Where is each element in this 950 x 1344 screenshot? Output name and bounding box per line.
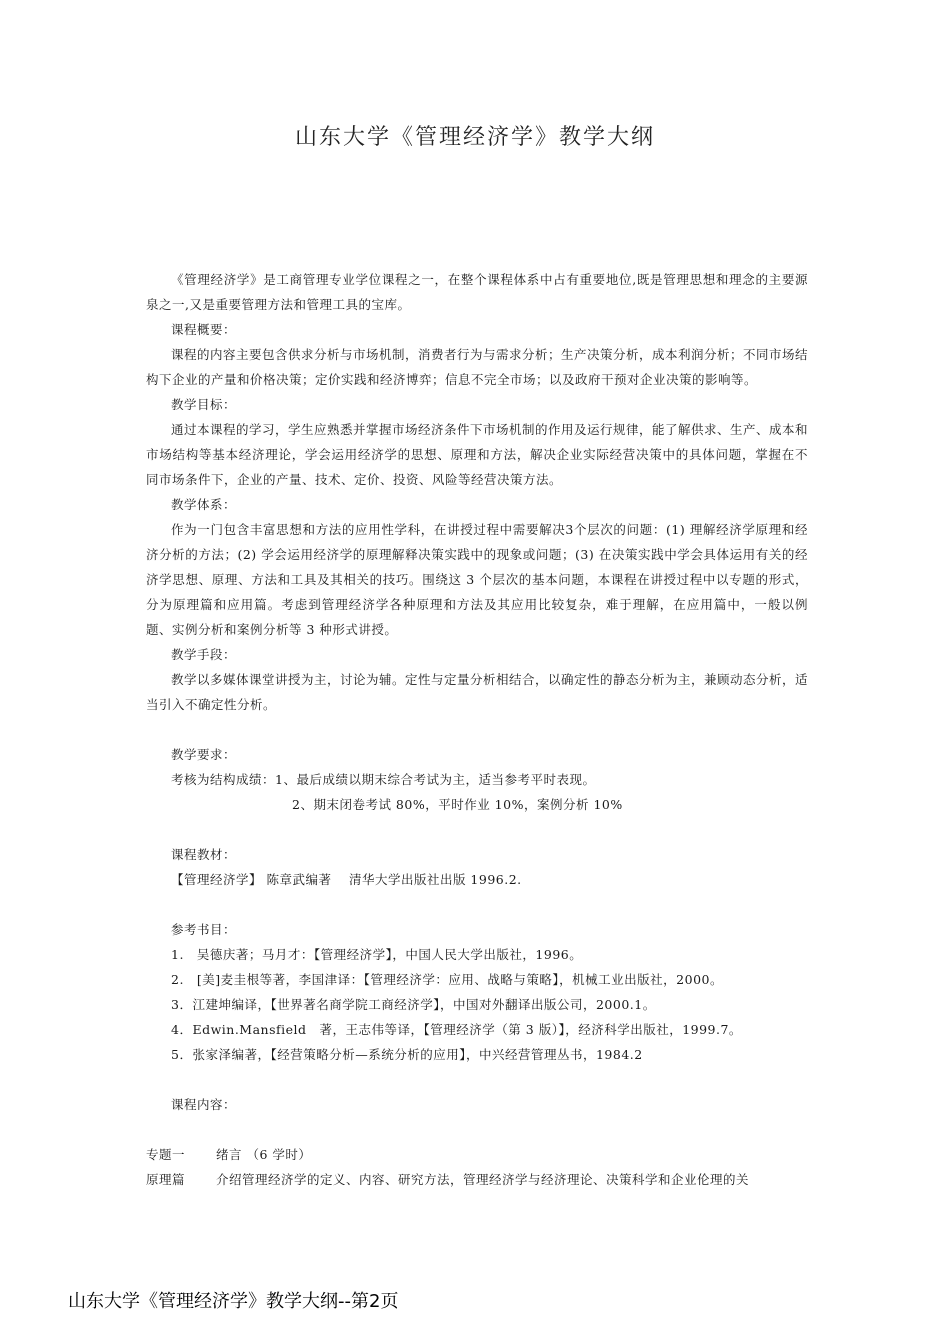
topic-one-row bbox=[146, 1142, 808, 1167]
principle-label: 原理篇 bbox=[146, 1172, 186, 1187]
requirements-heading: 教学要求： bbox=[171, 747, 237, 762]
textbook-line: 【管理经济学】 陈章武编著 清华大学出版社出版 1996.2. bbox=[171, 872, 522, 887]
principle-text: 介绍管理经济学的定义、内容、研究方法，管理经济学与经济理论、决策科学和企业伦理的关 bbox=[216, 1172, 750, 1187]
references-heading: 参考书目： bbox=[171, 922, 237, 937]
document-body bbox=[146, 267, 808, 1192]
reference-item: 4．Edwin.Mansfield 著，王志伟等译，【管理经济学（第 3 版）】，经济科学出版社，1999.7。 bbox=[171, 1022, 742, 1037]
means-heading: 教学手段： bbox=[171, 647, 237, 662]
reference-item: 2. [美]麦圭根等著，李国津译：【管理经济学：应用、战略与策略】，机械工业出版社，2000。 bbox=[171, 972, 723, 987]
requirements-line-2: 2、期末闭卷考试 80%，平时作业 10%，案例分析 10% bbox=[292, 797, 623, 812]
means-paragraph: 教学以多媒体课堂讲授为主，讨论为辅。定性与定量分析相结合，以确定性的静态分析为主，兼顾动态分析，适当引入不确定性分析。 bbox=[146, 672, 809, 712]
topic-one-label: 专题一 bbox=[146, 1147, 186, 1162]
page-footer: 山东大学《管理经济学》教学大纲--第2页 bbox=[68, 1291, 399, 1312]
reference-item: 5．张家泽编著，【经营策略分析—系统分析的应用】，中兴经营管理丛书，1984.2 bbox=[171, 1047, 643, 1062]
goals-paragraph: 通过本课程的学习，学生应熟悉并掌握市场经济条件下市场机制的作用及运行规律，能了解供求、生产、成本和市场结构等基本经济理论，学会运用经济学的思想、原理和方法，解决企业实际经营决策中的具体问题，掌握在不同市场条件下，企业的产量、技术、定价、投资、风险等经营决策方法。 bbox=[146, 422, 809, 487]
reference-item: 3．江建坤编译，【世界著名商学院工商经济学】，中国对外翻译出版公司，2000.1。 bbox=[171, 997, 656, 1012]
goals-heading: 教学目标： bbox=[171, 397, 237, 412]
principle-row bbox=[146, 1167, 808, 1192]
system-paragraph: 作为一门包含丰富思想和方法的应用性学科，在讲授过程中需要解决3个层次的问题：(1) 理解经济学原理和经济分析的方法；(2) 学会运用经济学的原理解释决策实践中的现象或问题；(3) 在决策实践中学会具体运用有关的经济学思想、原理、方法和工具及其相关的技巧。围绕这 3 个层次的基本问题，本课程在讲授过程中以专题的形式，分为原理篇和应用篇。考虑到管理经济学各种原理和方法及其应用比较复杂，难于理解，在应用篇中，一般以例题、实例分析和案例分析等 3 种形式讲授。 bbox=[146, 522, 808, 637]
textbook-heading: 课程教材： bbox=[171, 847, 237, 862]
intro-paragraph: 《管理经济学》是工商管理专业学位课程之一，在整个课程体系中占有重要地位,既是管理思想和理念的主要源泉之一,又是重要管理方法和管理工具的宝库。 bbox=[146, 272, 808, 312]
requirements-line-1: 考核为结构成绩：1、最后成绩以期末综合考试为主，适当参考平时表现。 bbox=[171, 772, 596, 787]
reference-item: 1. 吴德庆著；马月才：【管理经济学】，中国人民大学出版社，1996。 bbox=[171, 947, 583, 962]
document-title: 山东大学《管理经济学》教学大纲 bbox=[294, 125, 655, 150]
topic-one-title: 绪言 （6 学时） bbox=[216, 1147, 312, 1162]
overview-paragraph: 课程的内容主要包含供求分析与市场机制，消费者行为与需求分析；生产决策分析，成本利润分析；不同市场结构下企业的产量和价格决策；定价实践和经济博弈；信息不完全市场；以及政府干预对企业决策的影响等。 bbox=[146, 347, 809, 387]
overview-heading: 课程概要： bbox=[171, 322, 237, 337]
system-heading: 教学体系： bbox=[171, 497, 237, 512]
content-heading: 课程内容： bbox=[171, 1097, 237, 1112]
